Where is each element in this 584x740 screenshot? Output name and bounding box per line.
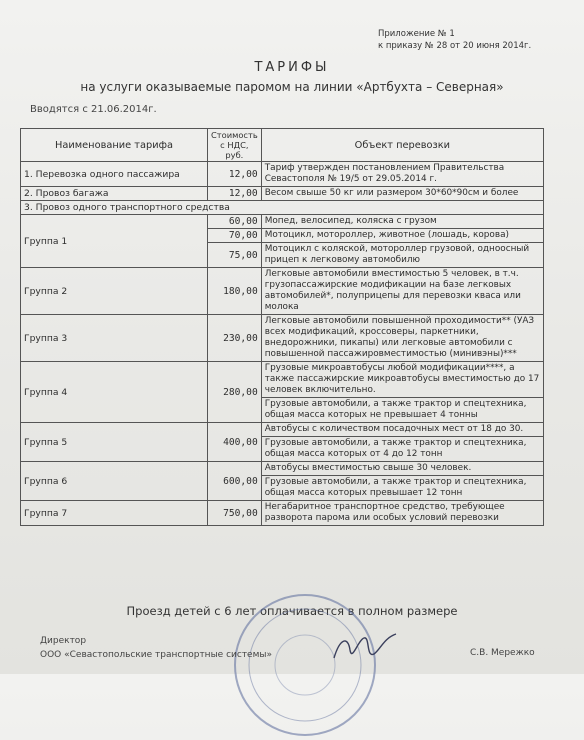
section-heading: 3. Провоз одного транспортного средства <box>21 201 544 215</box>
row-name: 1. Перевозка одного пассажира <box>21 162 208 187</box>
table-row <box>21 315 544 362</box>
children-fare-note: Проезд детей с 6 лет оплачивается в полном размере <box>126 604 458 618</box>
table-row <box>21 187 544 201</box>
header-object: Объект перевозки <box>261 129 543 162</box>
effective-date: Вводятся с 21.06.2014г. <box>30 104 157 115</box>
group-name: Группа 5 <box>21 423 208 462</box>
row-name: 2. Провоз багажа <box>21 187 208 201</box>
row-price: 70,00 <box>208 229 262 243</box>
row-price: 12,00 <box>208 162 262 187</box>
row-price: 230,00 <box>208 315 262 362</box>
appendix-line-1: Приложение № 1 <box>378 29 455 39</box>
row-object: Грузовые микроавтобусы любой модификации****, а также пассажирские микроавтобусы вместимостью до 17 человек включительно. <box>261 362 543 398</box>
document-subtitle: на услуги оказываемые паромом на линии «Артбухта – Северная» <box>80 80 504 94</box>
row-object: Легковые автомобили повышенной проходимости** (УАЗ всех модификаций, кроссоверы, паркетники, внедорожники, пикапы) или легковые автомобили с повышенной пассажировместимостью (минивэны)*** <box>261 315 543 362</box>
director-block <box>40 634 272 662</box>
header-price: Стоимость с НДС, руб. <box>208 129 262 162</box>
director-name: С.В. Мережко <box>470 648 535 658</box>
group-name: Группа 2 <box>21 268 208 315</box>
table-row <box>21 462 544 476</box>
group-name: Группа 4 <box>21 362 208 423</box>
row-price: 12,00 <box>208 187 262 201</box>
row-price: 600,00 <box>208 462 262 501</box>
row-price: 280,00 <box>208 362 262 423</box>
row-price: 180,00 <box>208 268 262 315</box>
group-name: Группа 6 <box>21 462 208 501</box>
header-tariff-name: Наименование тарифа <box>21 129 208 162</box>
table-row <box>21 362 544 398</box>
row-object: Грузовые автомобили, а также трактор и спецтехника, общая масса которых не превышает 4 тонны <box>261 398 543 423</box>
table-row <box>21 501 544 526</box>
appendix-note <box>378 28 531 52</box>
row-price: 750,00 <box>208 501 262 526</box>
group-name: Группа 1 <box>21 215 208 268</box>
row-price: 75,00 <box>208 243 262 268</box>
appendix-line-2: к приказу № 28 от 20 июня 2014г. <box>378 41 532 51</box>
row-object: Легковые автомобили вместимостью 5 человек, в т.ч. грузопассажирские модификации на базе легковых автомобилей*, полуприцепы для перевозки кваса или молока <box>261 268 543 315</box>
document-title: ТАРИФЫ <box>254 60 330 75</box>
group-name: Группа 3 <box>21 315 208 362</box>
row-object: Автобусы вместимостью свыше 30 человек. <box>261 462 543 476</box>
row-object: Мотоцикл с коляской, мотороллер грузовой, одноосный прицеп к легковому автомобилю <box>261 243 543 268</box>
table-header-row <box>21 129 544 162</box>
tariff-table <box>20 128 544 526</box>
row-price: 400,00 <box>208 423 262 462</box>
director-signature <box>330 628 400 668</box>
row-object: Мопед, велосипед, коляска с грузом <box>261 215 543 229</box>
row-object: Весом свыше 50 кг или размером 30*60*90см и более <box>261 187 543 201</box>
table-row <box>21 268 544 315</box>
row-object: Тариф утвержден постановлением Правительства Севастополя № 19/5 от 29.05.2014 г. <box>261 162 543 187</box>
director-organization: ООО «Севастопольские транспортные системы» <box>40 650 273 660</box>
row-object: Грузовые автомобили, а также трактор и спецтехника, общая масса которых от 4 до 12 тонн <box>261 437 543 462</box>
table-row <box>21 201 544 215</box>
row-price: 60,00 <box>208 215 262 229</box>
row-object: Грузовые автомобили, а также трактор и спецтехника, общая масса которых превышает 12 тонн <box>261 476 543 501</box>
table-row <box>21 423 544 437</box>
group-name: Группа 7 <box>21 501 208 526</box>
director-title: Директор <box>40 636 87 646</box>
row-object: Мотоцикл, мотороллер, животное (лошадь, корова) <box>261 229 543 243</box>
table-row <box>21 215 544 229</box>
row-object: Негабаритное транспортное средство, требующее разворота парома или особых условий перевозки <box>261 501 543 526</box>
table-row <box>21 162 544 187</box>
row-object: Автобусы с количеством посадочных мест от 18 до 30. <box>261 423 543 437</box>
